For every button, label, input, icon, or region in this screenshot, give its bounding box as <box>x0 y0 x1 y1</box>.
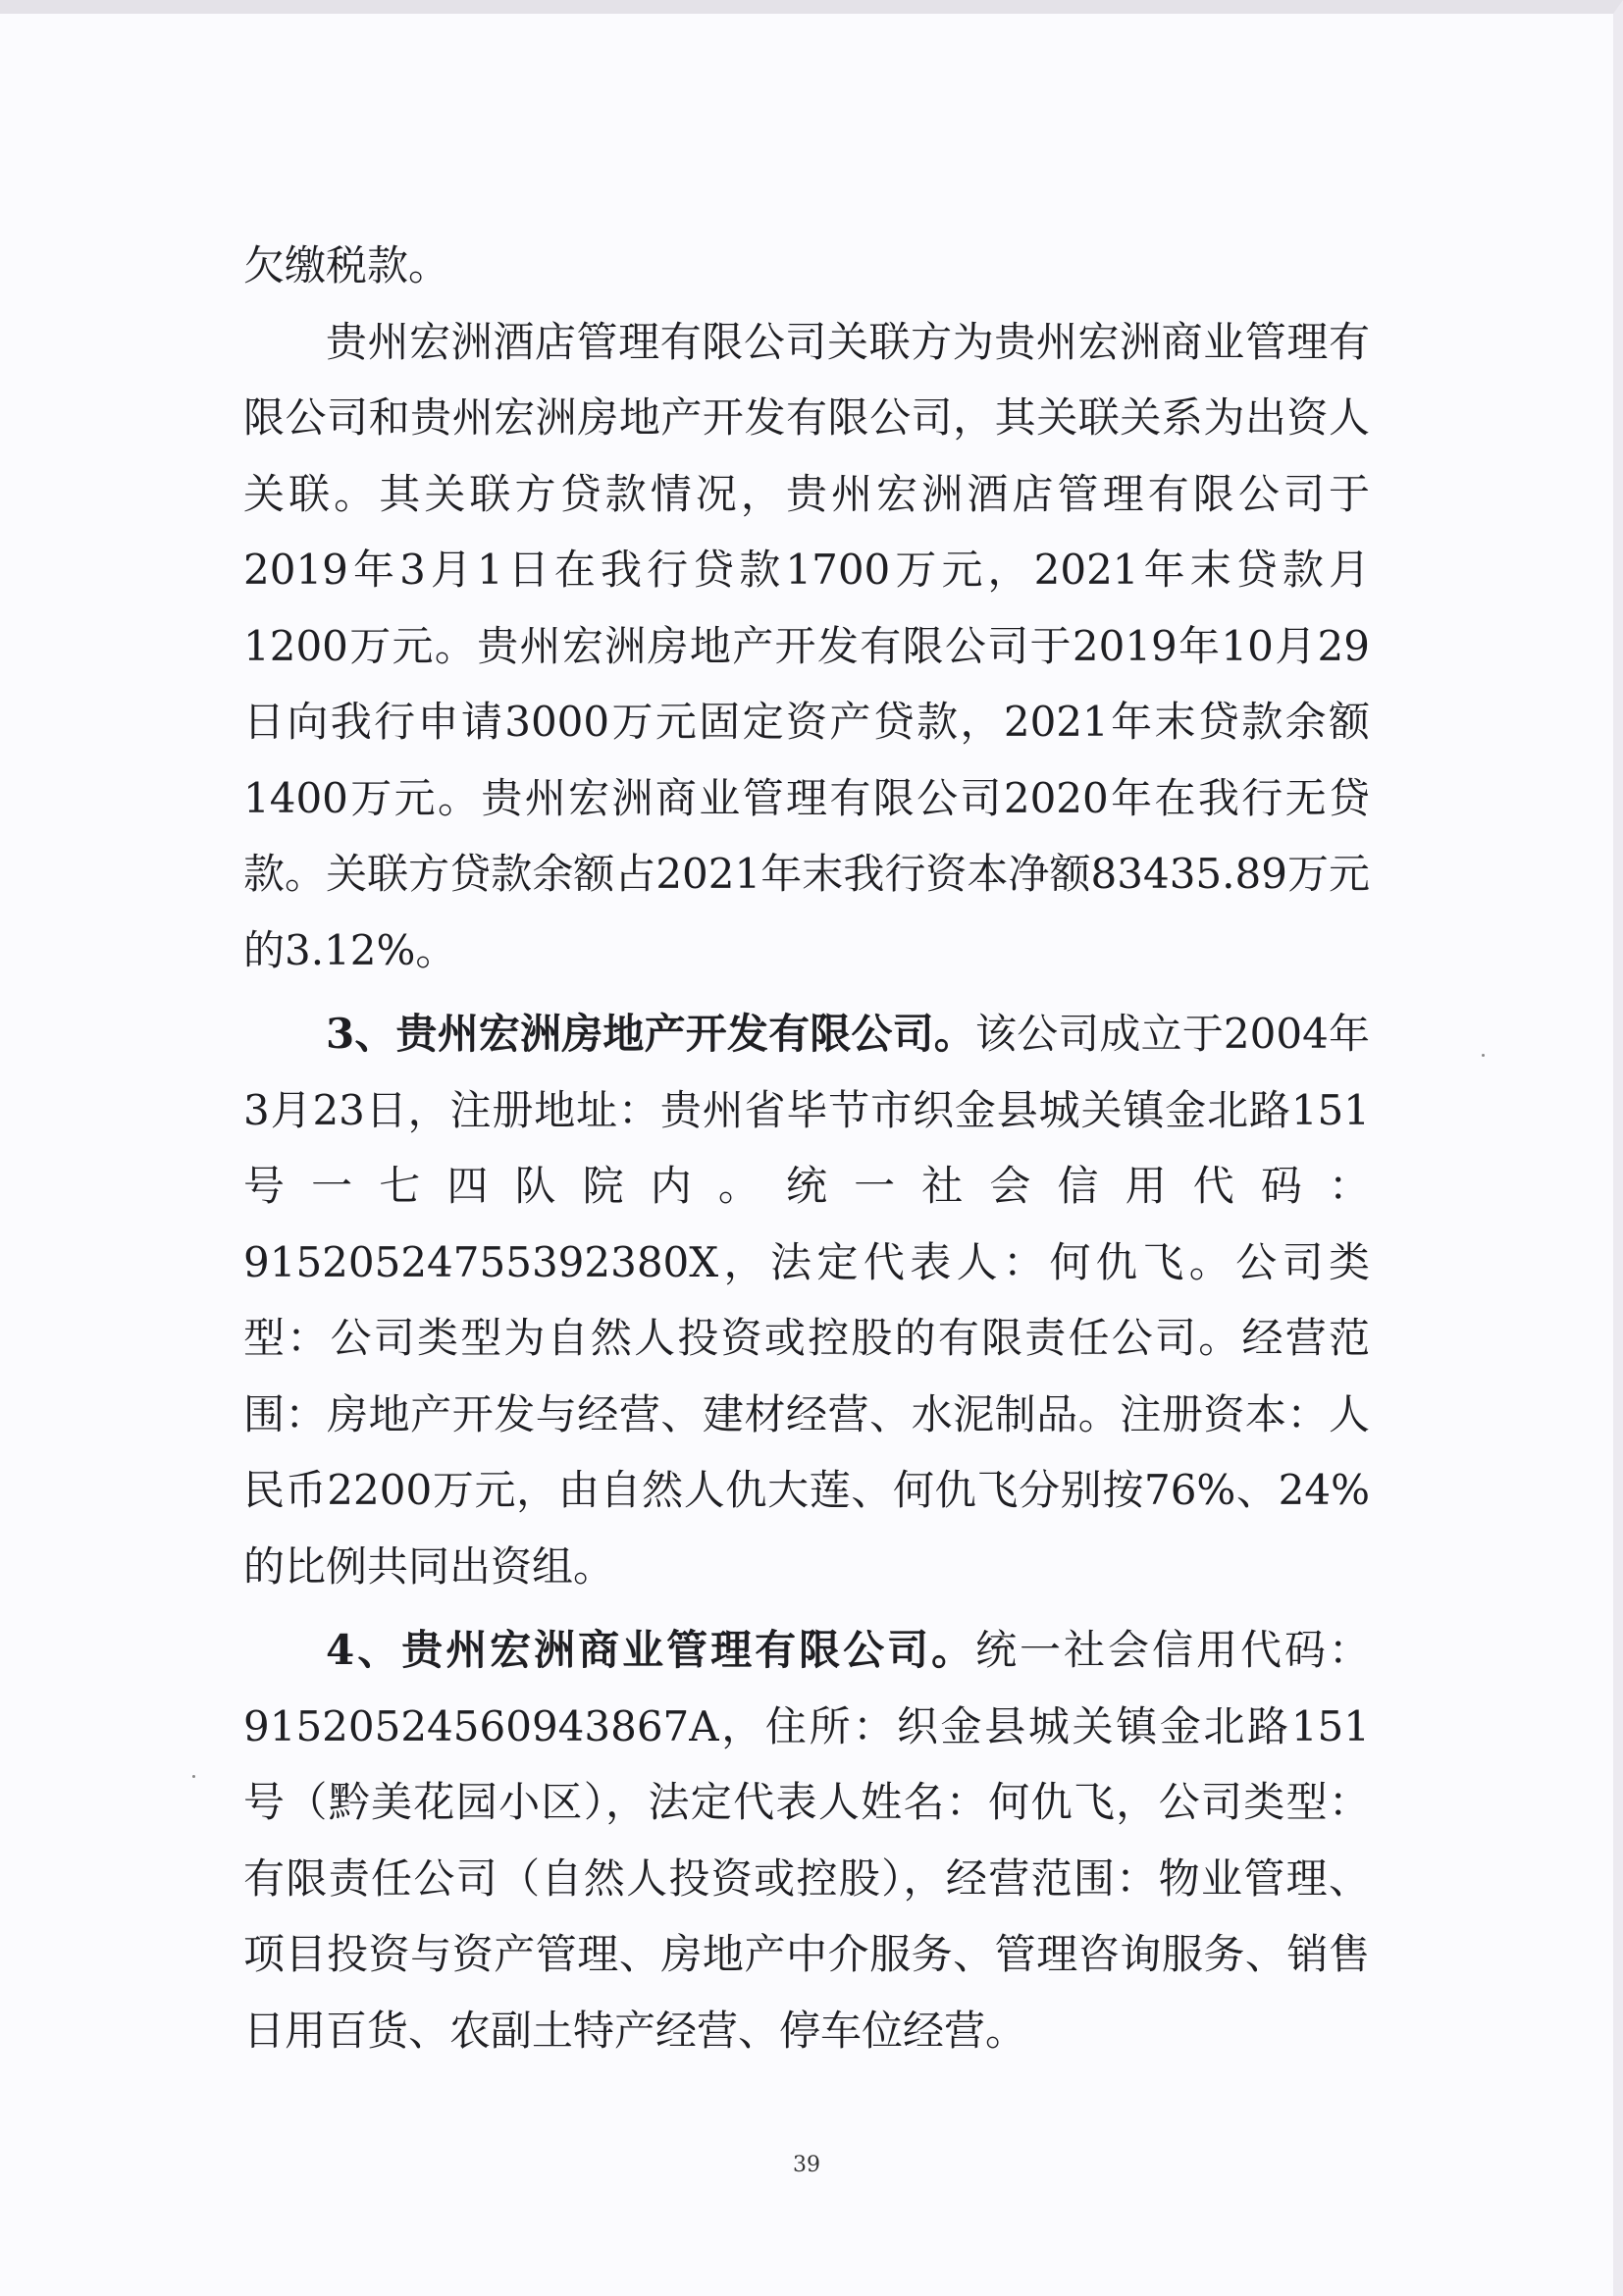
document-body <box>243 228 1370 2068</box>
page-number: 39 <box>793 2153 820 2177</box>
section-4-heading: 4、贵州宏洲商业管理有限公司。 <box>326 1626 976 1674</box>
paragraph-4 <box>243 1612 1370 2068</box>
scan-speck <box>192 1775 195 1778</box>
paragraph-2: 贵州宏洲酒店管理有限公司关联方为贵州宏洲商业管理有限公司和贵州宏洲房地产开发有限公司，其关联关系为出资人关联。其关联方贷款情况，贵州宏洲酒店管理有限公司于2019年3月1日在我行贷款1700万元，2021年末贷款月1200万元。贵州宏洲房地产开发有限公司于2019年10月29日向我行申请3000万元固定资产贷款，2021年末贷款余额1400万元。贵州宏洲商业管理有限公司2020年在我行无贷款。关联方贷款余额占2021年末我行资本净额83435.89万元的3.12%。 <box>243 317 1370 974</box>
scan-speck <box>1482 1054 1485 1057</box>
section-3-heading: 3、贵州宏洲房地产开发有限公司。 <box>326 1010 975 1058</box>
section-3-body: 该公司成立于2004年3月23日，注册地址：贵州省毕节市织金县城关镇金北路151号一七四队院内。统一社会信用代码：91520524755392380X，法定代表人：何仇飞。公司类型：公司类型为自然人投资或控股的有限责任公司。经营范围：房地产开发与经营、建材经营、水泥制品。注册资本：人民币2200万元，由自然人仇大莲、何仇飞分别按76%、24%的比例共同出资组。 <box>243 1010 1370 1591</box>
paragraph-1: 欠缴税款。 <box>243 241 450 289</box>
paragraph-3 <box>243 996 1370 1604</box>
section-4-body: 统一社会信用代码：91520524560943867A，住所：织金县城关镇金北路151号（黔美花园小区），法定代表人姓名：何仇飞，公司类型：有限责任公司（自然人投资或控股），经营范围：物业管理、项目投资与资产管理、房地产中介服务、管理咨询服务、销售日用百货、农副土特产经营、停车位经营。 <box>243 1626 1370 2055</box>
